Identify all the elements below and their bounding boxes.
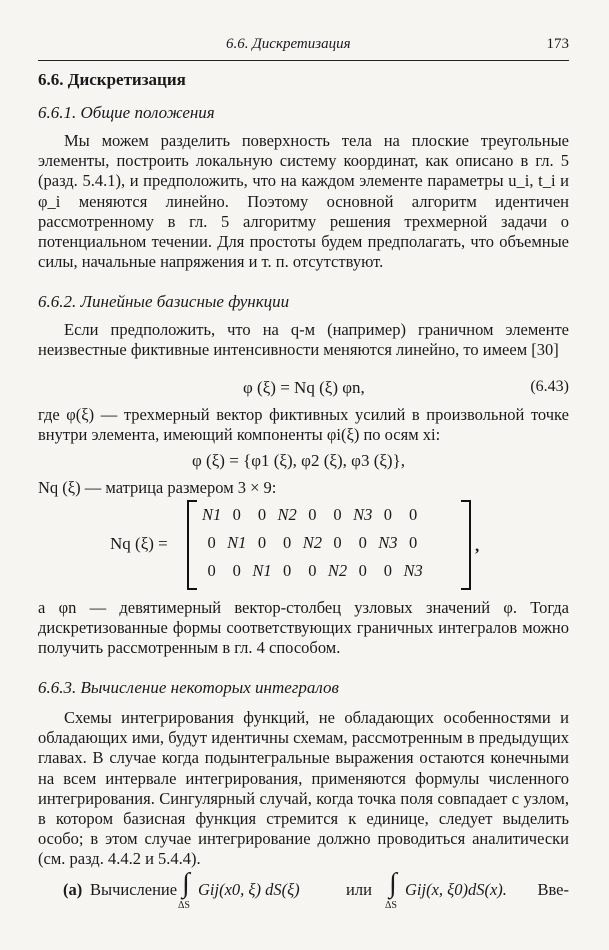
header-rule <box>38 60 569 61</box>
matrix-cell: 0 <box>257 505 267 524</box>
matrix-cell: 0 <box>283 533 292 552</box>
matrix-trailing-comma: , <box>475 536 480 555</box>
paragraph-text: Мы можем разделить поверхность тела на плоские треугольные элементы, построить локальную систему координат, как описано в гл. 5 (разд. 5.4.1), и предположить, что на каждом элементе параметры u_i, t_i и φ_i меняются линейно. Поэтому основной алгоритм идентичен рассмотренному в гл. 5 алгоритму решения трехмерной задачи о потенциальном течении. Для простоты будем предполагать, что объемные силы, начальные напряжения и т. п. отсутствуют. <box>38 131 569 272</box>
section-title: 6.6. Дискретизация <box>38 70 186 89</box>
matrix-row <box>199 529 426 557</box>
left-bracket <box>187 500 197 590</box>
nq-definition: Nq (ξ) — матрица размером 3 × 9: <box>38 478 277 497</box>
matrix-cell: N2 <box>327 561 348 580</box>
matrix-cell: 0 <box>257 533 267 552</box>
equation-number: (6.43) <box>530 378 569 395</box>
item-label: (a) <box>63 880 83 899</box>
integral-expression-1: Gij(x0, ξ) dS(ξ) <box>198 880 300 899</box>
integral-domain: ΔS <box>178 900 190 911</box>
integral-domain: ΔS <box>385 900 397 911</box>
matrix-cell: 0 <box>308 561 317 580</box>
matrix-cell: N1 <box>201 505 222 524</box>
subsection-title-2: 6.6.2. Линейные базисные функции <box>38 292 290 311</box>
matrix-cell: 0 <box>383 561 393 580</box>
shape-function-matrix <box>187 500 471 588</box>
matrix-cell: 0 <box>333 533 342 552</box>
paragraph-text: Если предположить, что на q-м (например) граничном элементе неизвестные фиктивные интенсивности меняются линейно, то имеем [30] <box>38 320 569 360</box>
subsection-title-1: 6.6.1. Общие положения <box>38 103 215 122</box>
paragraph-text: где φ(ξ) — трехмерный вектор фиктивных усилий в произвольной точке внутри элемента, имеющий компоненты φi(ξ) по осям xi: <box>38 405 569 445</box>
matrix-cell: 0 <box>308 505 317 524</box>
page-number: 173 <box>546 36 569 52</box>
matrix-grid <box>199 501 426 585</box>
matrix-cell: 0 <box>207 561 216 580</box>
paragraph-linear-intro <box>38 320 569 360</box>
matrix-row <box>199 501 426 529</box>
matrix-cell: N3 <box>403 561 423 580</box>
equation-components: φ (ξ) = {φ1 (ξ), φ2 (ξ), φ3 (ξ)}, <box>192 451 406 470</box>
matrix-cell: 0 <box>383 505 393 524</box>
matrix-cell: 0 <box>232 561 241 580</box>
matrix-cell: 0 <box>207 533 216 552</box>
integral-expression-2: Gij(x, ξ0)dS(x). <box>405 880 507 899</box>
matrix-cell: N2 <box>277 505 297 524</box>
integral-sign-icon: ∫ <box>182 868 190 899</box>
matrix-cell: 0 <box>408 505 418 524</box>
subsection-title-3: 6.6.3. Вычисление некоторых интегралов <box>38 678 339 697</box>
right-bracket <box>461 500 471 590</box>
matrix-lhs: Nq (ξ) = <box>110 534 168 553</box>
matrix-cell: 0 <box>283 561 292 580</box>
paragraph-integration <box>38 708 569 870</box>
paragraph-general <box>38 131 569 272</box>
matrix-cell: N2 <box>302 533 322 552</box>
equation-6-43: φ (ξ) = Nq (ξ) φn, <box>243 378 365 397</box>
matrix-cell: 0 <box>408 533 418 552</box>
running-head-title: 6.6. Дискретизация <box>226 36 351 52</box>
matrix-cell: 0 <box>232 505 241 524</box>
matrix-cell: N3 <box>353 505 373 524</box>
matrix-row <box>199 557 426 585</box>
paragraph-text: а φn — девятимерный вектор-столбец узловых значений φ. Тогда дискретизованные формы соответствующих граничных интегралов можно получить рассмотренным в гл. 4 способом. <box>38 598 569 658</box>
matrix-cell: N1 <box>227 533 247 552</box>
matrix-cell: 0 <box>358 533 367 552</box>
paragraph-phi-def <box>38 405 569 445</box>
or-word: или <box>346 880 372 899</box>
matrix-cell: 0 <box>333 505 342 524</box>
paragraph-text: Схемы интегрирования функций, не обладающих особенностями и обладающих ими, будут идентичны схемам, рассмотренным в предыдущих главах. В случае когда подынтегральные выражения остаются конечными на всем интервале интегрирования, применяются формулы численного интегрирования. Сингулярный случай, когда точка поля совпадает с узлом, в котором базисная функция стремится к единице, следует выделить особо; в этом случае интегрирование должно проводиться аналитически (см. разд. 4.4.2 и 5.4.4). <box>38 708 569 869</box>
integral-sign-icon: ∫ <box>389 868 397 899</box>
matrix-cell: N3 <box>378 533 398 552</box>
hyphenated-tail: Вве- <box>537 880 569 899</box>
paragraph-phin <box>38 598 569 659</box>
matrix-cell: N1 <box>252 561 272 580</box>
matrix-cell: 0 <box>358 561 367 580</box>
item-lead-text: Вычисление <box>90 880 178 899</box>
